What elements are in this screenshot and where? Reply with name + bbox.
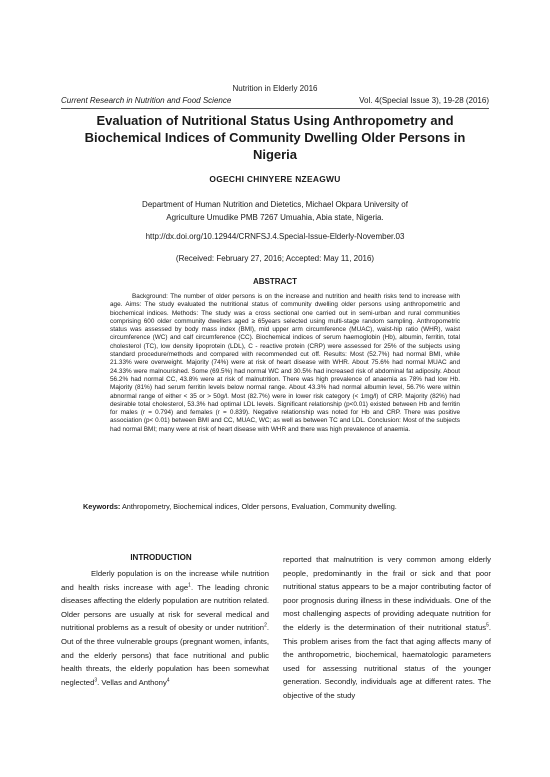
doi-link[interactable]: http://dx.doi.org/10.12944/CRNFSJ.4.Special-Issue-Elderly-November.03: [145, 232, 405, 241]
volume-info: Vol. 4(Special Issue 3), 19-28 (2016): [359, 96, 489, 105]
intro-right-a: reported that malnutrition is very common among elderly people, predominantly in the frail or sick and that poor nutritional status appears to be a major contributing factor of poor prognosis during illness in these individuals. One of the most challenging aspects of providing adequate nutrition for the elderly is the determination of their nutritional status: [283, 555, 491, 632]
citation-4: 4: [166, 677, 170, 684]
header-rule: [61, 108, 489, 109]
author-affiliation: Department of Human Nutrition and Dietetics, Michael Okpara University of Agriculture Umudike PMB 7267 Umuahia, Abia state, Nigeria.: [142, 200, 408, 222]
intro-right-column: [283, 553, 491, 703]
keywords-text: Anthropometry, Biochemical indices, Older persons, Evaluation, Community dwelling.: [121, 502, 397, 511]
citation-5: 5: [486, 622, 489, 629]
received-accepted-dates: (Received: February 27, 2016; Accepted: May 11, 2016): [175, 254, 375, 263]
citation-1: 1: [188, 582, 191, 589]
abstract-heading: ABSTRACT: [253, 277, 297, 286]
author-name: OGECHI CHINYERE NZEAGWU: [209, 174, 341, 184]
keywords: [83, 502, 473, 511]
intro-left-d: . Vellas and Anthony: [97, 677, 167, 687]
intro-right-b: . This problem arises from the fact that aging affects many of the anthropometric, biochemical, haematologic parameters used for assessing nutritional status of the younger generation. Secondly, individuals age at different rates. The objective of the study: [283, 622, 491, 700]
series-title: Nutrition in Elderly 2016: [232, 84, 318, 93]
abstract-text: Background: The number of older persons is on the increase and nutrition and health risks tend to increase with age. Aims: The study evaluated the nutritional status of community dwelling older persons using anthropometric and biochemical indices. Methods: The study was a cross sectional one carried out in semi-urban and rural communities comprising 600 older community dwellers aged ≥ 65years selected using multi-stage random sampling. Anthropometric status was assessed by body mass index (BMI), mid upper arm circumference (MUAC), waist-hip ratio (WHR), waist circumference (WC) and calf circumference (CC). Biochemical indices of serum haemoglobin (Hb), albumin, ferritin, total cholesterol (TC), low density lipoprotein (LDL), C - reactive protein (CRP) were assessed for 25% of the subjects using standard procedure/methods and compared with recommended cut off. Results: Most (52.7%) had normal BMI, while 21.33% were overweight. Majority (74%) were at risk of heart disease with WHR. About 75.6% had normal MUAC and 24.33% were malnourished. Some (69.5%) had normal WC and 30.5% had increased risk of abdominal fat adiposity. About 56.2% had normal CC, 43.8% were at risk of malnutrition. There was high prevalence of anaemia as 78% had low Hb. Majority (81%) had serum ferritin levels below normal range. About 43.3% had normal albumin level, 56.7% were within abnormal range of either < 35 or > 50g/l. Most (82.7%) were in lower risk category (< 1mg/l) of CRP. Majority (82%) had desirable total cholesterol, 53.3% had optimal LDL levels. Significant relationship (p<0.01) existed between Hb and ferritin for males (r = 0.794) and females (r = 0.839). Negative relationship was noted for Hb and CRP. There was positive association (p< 0.01) between BMI and CC, MUAC, WC; as well as between TC and LDL. Conclusion: Most of the subjects had normal BMI; many were at risk of heart disease with WHR and there was high prevalence of anaemia.: [110, 293, 460, 433]
introduction-heading: INTRODUCTION: [130, 553, 192, 562]
citation-3: 3: [94, 677, 98, 684]
journal-name: Current Research in Nutrition and Food Science: [61, 96, 232, 105]
intro-left-column: [61, 567, 269, 689]
intro-left-a: Elderly population is on the increase while nutrition and health risks increase with age: [61, 569, 269, 592]
paper-title: Evaluation of Nutritional Status Using Anthropometry and Biochemical Indices of Community Dwelling Older Persons in Nigeria: [84, 113, 466, 162]
keywords-label: Keywords:: [83, 502, 121, 511]
intro-left-c: . Out of the three vulnerable groups (pregnant women, infants, and the elderly persons) that face nutritional and public health threats, the elderly population has been somewhat neglected: [61, 623, 269, 687]
intro-left-b: . The leading chronic diseases affecting the elderly population are nutrition related. Older persons are usually at risk for several medical and nutritional problems as a result of obesity or under nutrition: [61, 582, 269, 633]
citation-2: 2: [264, 622, 267, 629]
